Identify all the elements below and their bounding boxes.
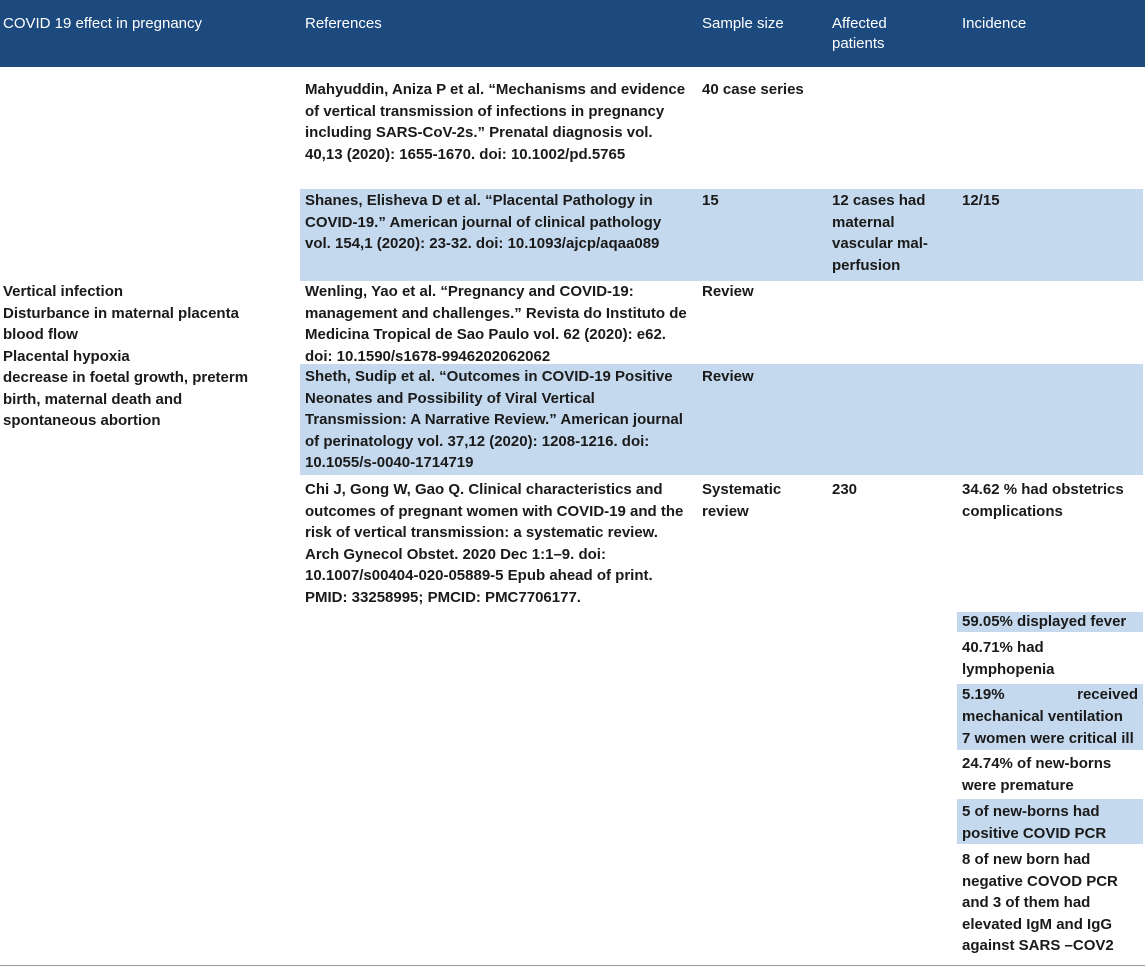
header-effect: COVID 19 effect in pregnancy: [3, 15, 202, 32]
incidence-item: 59.05% displayed fever: [962, 613, 1127, 630]
header-affected-patients: Affected patients: [832, 15, 887, 52]
header-sample-size: Sample size: [702, 15, 784, 32]
sample-size-cell: Systematic review: [702, 481, 782, 520]
effect-line: Placental hypoxia: [3, 347, 130, 365]
incidence-item: 5 of new-borns had positive COVID PCR: [962, 803, 1107, 842]
reference-cell: Wenling, Yao et al. “Pregnancy and COVID-19: management and challenges.” Revista do Instituto de Medicina Tropical de Sao Paulo vol. 62 (2020): e62. doi: 10.1590/s1678-9946202062062: [305, 283, 687, 365]
incidence-item: 7 women were critical ill: [962, 730, 1134, 747]
incidence-cell: 12/15: [962, 192, 1000, 209]
incidence-item: mechanical ventilation: [962, 708, 1123, 725]
reference-cell: Mahyuddin, Aniza P et al. “Mechanisms and evidence of vertical transmission of infections in pregnancy including SARS-CoV-2s.” Prenatal diagnosis vol. 40,13 (2020): 1655-1670. doi: 10.1002/pd.5765: [305, 81, 686, 163]
sample-size-cell: Review: [702, 283, 754, 300]
header-incidence: Incidence: [962, 15, 1027, 32]
header-references: References: [305, 15, 382, 32]
sample-size-cell: 40 case series: [702, 81, 804, 98]
table-bottom-rule: [0, 965, 1145, 966]
incidence-cell: 34.62 % had obstetrics complications: [962, 481, 1124, 520]
incidence-item: 5.19% received: [962, 686, 1138, 703]
reference-cell: Chi J, Gong W, Gao Q. Clinical characteristics and outcomes of pregnant women with COVID-19 and the risk of vertical transmission: a systematic review. Arch Gynecol Obstet. 2020 Dec 1:1–9. doi: 10.1007/s00404-020-05889-5 Epub ahead of print. PMID: 33258995; PMCID: PMC7706177.: [305, 481, 684, 606]
effect-line: Disturbance in maternal placenta blood flow: [3, 304, 239, 343]
incidence-item: 8 of new born had negative COVOD PCR and 3 of them had elevated IgM and IgG against SARS –COV2: [962, 851, 1118, 954]
affected-cell: 12 cases had maternal vascular mal-perfusion: [832, 192, 928, 274]
incidence-item: 40.71% had lymphopenia: [962, 639, 1055, 678]
effect-line: Vertical infection: [3, 283, 124, 300]
affected-cell: 230: [832, 481, 858, 498]
reference-cell: Sheth, Sudip et al. “Outcomes in COVID-19 Positive Neonates and Possibility of Viral Vertical Transmission: A Narrative Review.” American journal of perinatology vol. 37,12 (2020): 1208-1216. doi: 10.1055/s-0040-1714719: [305, 368, 683, 471]
sample-size-cell: Review: [702, 368, 754, 385]
effect-cell: [3, 281, 265, 432]
table-header: [0, 0, 1145, 67]
effect-line: decrease in foetal growth, preterm birth, maternal death and spontaneous abortion: [3, 369, 249, 429]
sample-size-cell: 15: [702, 192, 719, 209]
incidence-item: 24.74% of new-borns were premature: [962, 755, 1112, 794]
reference-cell: Shanes, Elisheva D et al. “Placental Pathology in COVID-19.” American journal of clinical pathology vol. 154,1 (2020): 23-32. doi: 10.1093/ajcp/aqaa089: [305, 192, 662, 252]
